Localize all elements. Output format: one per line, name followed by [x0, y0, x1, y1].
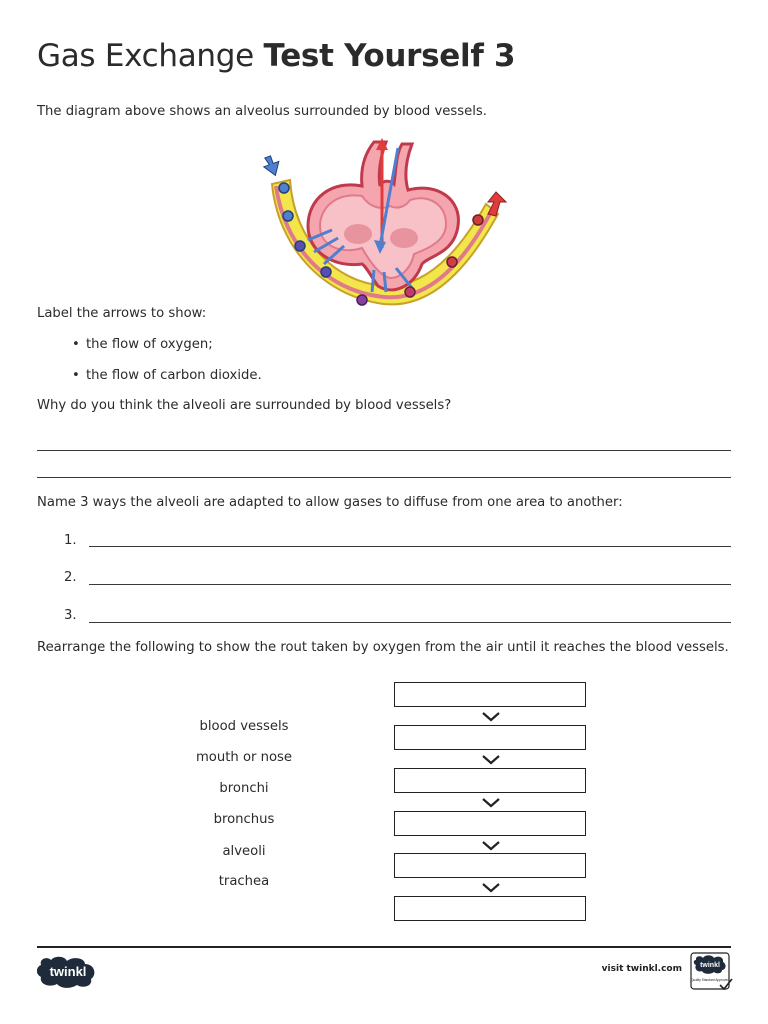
sequence-box-2[interactable] [394, 725, 586, 750]
answer-line-1[interactable] [37, 450, 731, 451]
title-bold: Test Yourself 3 [263, 38, 516, 74]
numbered-answer-line-2[interactable] [89, 584, 731, 585]
bullet-dot: • [72, 337, 80, 352]
list-number-3: 3. [64, 608, 77, 623]
intro-text: The diagram above shows an alveolus surrounded by blood vessels. [37, 104, 487, 119]
twinkl-logo-text: twinkl [49, 964, 87, 979]
bullet-oxygen-text: the flow of oxygen; [86, 337, 213, 352]
title-light: Gas Exchange [37, 38, 254, 74]
chevron-down-icon [481, 755, 501, 765]
chevron-down-icon [481, 841, 501, 851]
option-item: mouth or nose [195, 750, 293, 765]
sequence-box-5[interactable] [394, 853, 586, 878]
chevron-down-icon [481, 798, 501, 808]
question-3: Rearrange the following to show the rout taken by oxygen from the air until it reaches the blood vessels. [37, 640, 729, 655]
option-item: bronchi [219, 781, 269, 796]
numbered-answer-line-3[interactable] [89, 622, 731, 623]
sequence-box-6[interactable] [394, 896, 586, 921]
badge-brand-text: twinkl [700, 962, 720, 969]
numbered-answer-line-1[interactable] [89, 546, 731, 547]
chevron-down-icon [481, 712, 501, 722]
option-item: alveoli [222, 844, 266, 859]
option-item: trachea [218, 874, 270, 889]
chevron-down-icon [481, 883, 501, 893]
sequence-box-3[interactable] [394, 768, 586, 793]
list-number-1: 1. [64, 533, 77, 548]
bullet-carbon-dioxide [72, 368, 262, 383]
option-item: bronchus [213, 812, 275, 827]
question-1: Why do you think the alveoli are surrounded by blood vessels? [37, 398, 452, 413]
question-2: Name 3 ways the alveoli are adapted to allow gases to diffuse from one area to another: [37, 495, 623, 510]
quality-badge [690, 952, 734, 992]
twinkl-logo [37, 955, 99, 989]
page-title [37, 38, 515, 74]
bullet-co2-text: the flow of carbon dioxide. [86, 368, 262, 383]
label-prompt: Label the arrows to show: [37, 306, 207, 321]
visit-link[interactable]: visit twinkl.com [601, 964, 682, 974]
bullet-dot: • [72, 368, 80, 383]
list-number-2: 2. [64, 570, 77, 585]
option-item: blood vessels [199, 719, 289, 734]
answer-line-2[interactable] [37, 477, 731, 478]
badge-caption: Quality Standard Approved [690, 978, 730, 982]
sequence-box-1[interactable] [394, 682, 586, 707]
footer-rule [37, 946, 731, 948]
alveolus-diagram [262, 136, 508, 318]
bullet-oxygen [72, 337, 213, 352]
sequence-box-4[interactable] [394, 811, 586, 836]
